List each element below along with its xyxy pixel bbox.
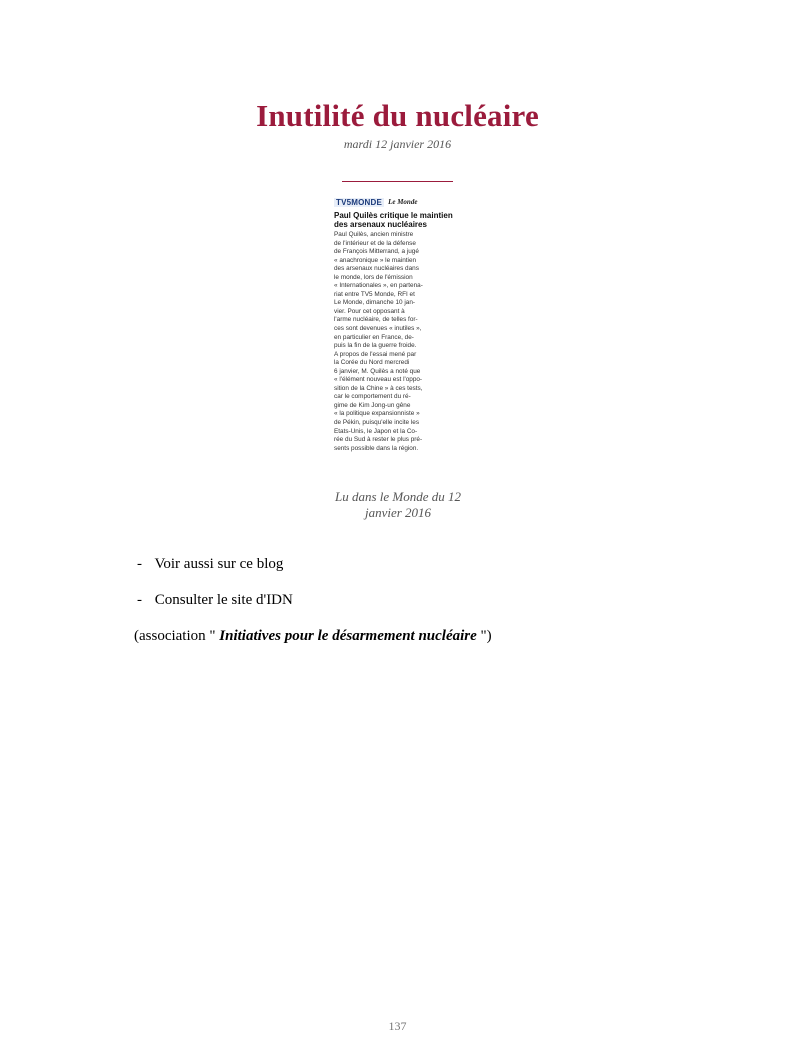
clipping-line: des arsenaux nucléaires dans xyxy=(334,265,419,273)
clipping-line: de Pékin, puisqu'elle incite les xyxy=(334,419,420,427)
idn-site-link[interactable]: Consulter le site d'IDN xyxy=(154,592,293,608)
bullet-dash: - xyxy=(137,556,142,572)
newspaper-clipping xyxy=(334,195,460,485)
clipping-line: « Internationales », en partena- xyxy=(334,282,423,290)
le-monde-logo: Le Monde xyxy=(388,198,418,206)
clipping-line: A propos de l'essai mené par xyxy=(334,350,417,358)
clipping-heading: Paul Quilès critique le maintien des arsenaux nucléaires xyxy=(334,211,453,229)
bullet-dash: - xyxy=(137,592,142,608)
title-divider xyxy=(342,181,453,182)
see-also-item xyxy=(137,556,283,573)
clipping-line: 6 janvier, M. Quilès a noté que xyxy=(334,367,421,375)
clipping-line: Paul Quilès, ancien ministre xyxy=(334,231,414,238)
clipping-line: « l'élément nouveau est l'oppo- xyxy=(334,376,423,384)
clipping-line: le monde, lors de l'émission xyxy=(334,273,413,281)
clipping-line: riat entre TV5 Monde, RFI et xyxy=(334,290,415,298)
page-number: 137 xyxy=(388,1019,407,1033)
association-suffix: ") xyxy=(480,628,492,644)
clipping-line: sition de la Chine » à ces tests, xyxy=(334,384,423,392)
clipping-line: la Corée du Nord mercredi xyxy=(334,359,410,367)
article-title: Inutilité du nucléaire xyxy=(256,98,539,133)
tv5monde-logo: TV5MONDE xyxy=(336,197,383,207)
association-note xyxy=(134,628,492,645)
clipping-line: « anachronique » le maintien xyxy=(334,256,417,264)
article-date: mardi 12 janvier 2016 xyxy=(343,137,452,151)
clipping-line: ces sont devenues « inutiles », xyxy=(334,325,422,333)
clipping-header xyxy=(334,195,460,209)
clipping-line: sents possible dans la région. xyxy=(334,444,419,452)
clipping-line: Le Monde, dimanche 10 jan- xyxy=(334,299,416,307)
idn-site-item xyxy=(137,592,293,609)
clipping-line: Etats-Unis, le Japon et la Co- xyxy=(334,427,418,435)
clipping-line: l'arme nucléaire, de telles for- xyxy=(334,316,418,324)
clipping-line: de l'intérieur et de la défense xyxy=(334,239,416,247)
clipping-line: « la politique expansionniste » xyxy=(334,410,420,418)
clipping-caption: Lu dans le Monde du 12 janvier 2016 xyxy=(334,489,462,520)
clipping-body xyxy=(334,231,460,453)
clipping-line: rée du Sud à rester le plus pré- xyxy=(334,436,423,444)
clipping-line: car le comportement du ré- xyxy=(334,393,411,401)
association-name: Initiatives pour le désarmement nucléaire xyxy=(219,628,477,644)
association-prefix: (association " xyxy=(134,628,216,644)
clipping-line: puis la fin de la guerre froide. xyxy=(334,342,417,350)
see-also-link[interactable]: Voir aussi sur ce blog xyxy=(154,556,284,572)
clipping-line: en particulier en France, de- xyxy=(334,333,414,341)
clipping-line: vier. Pour cet opposant à xyxy=(334,307,405,315)
clipping-line: de François Mitterrand, a jugé xyxy=(334,248,419,256)
clipping-line: gime de Kim Jong-un gêne xyxy=(334,401,411,409)
